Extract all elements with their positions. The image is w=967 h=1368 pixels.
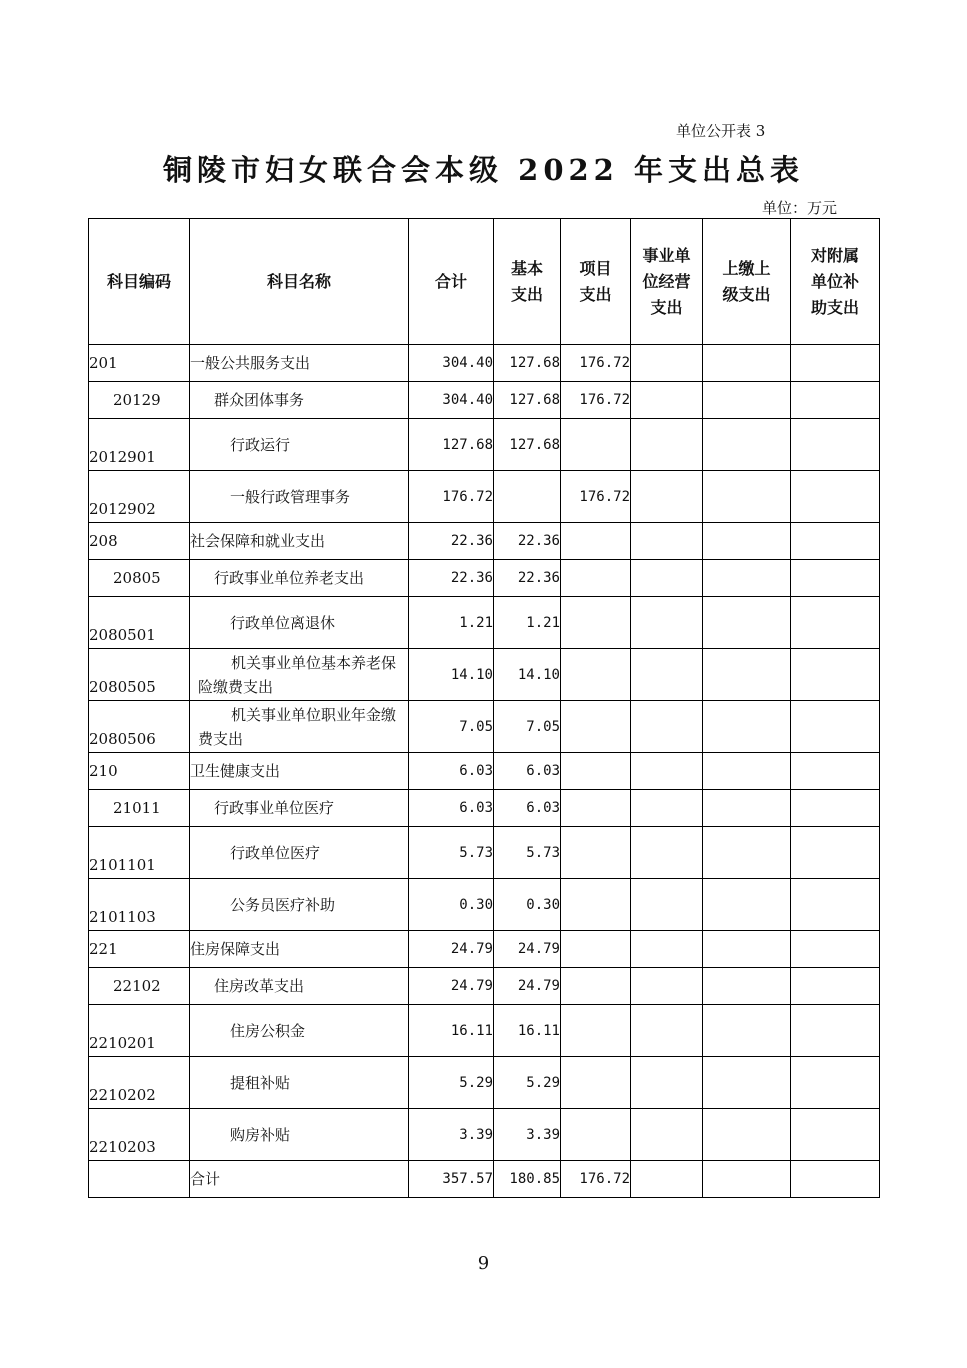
cell-basic: 22.36 xyxy=(494,523,561,560)
cell-upper xyxy=(703,649,791,701)
cell-business xyxy=(631,345,703,382)
table-row xyxy=(89,471,880,523)
col-header-project: 项目 支出 xyxy=(561,219,631,345)
cell-basic: 127.68 xyxy=(494,382,561,419)
cell-upper xyxy=(703,419,791,471)
cell-basic: 3.39 xyxy=(494,1109,561,1161)
cell-basic: 5.73 xyxy=(494,827,561,879)
table-row xyxy=(89,345,880,382)
cell-total: 22.36 xyxy=(409,523,494,560)
cell-code: 2210201 xyxy=(89,1005,190,1057)
cell-business xyxy=(631,1005,703,1057)
cell-name: 合计 xyxy=(190,1161,409,1198)
cell-business xyxy=(631,560,703,597)
cell-business xyxy=(631,382,703,419)
table-row xyxy=(89,790,880,827)
cell-subsidy xyxy=(791,1161,880,1198)
cell-code: 2210203 xyxy=(89,1109,190,1161)
col-header-upper: 上缴上 级支出 xyxy=(703,219,791,345)
table-row xyxy=(89,1109,880,1161)
cell-basic: 5.29 xyxy=(494,1057,561,1109)
cell-total: 22.36 xyxy=(409,560,494,597)
table-row xyxy=(89,701,880,753)
cell-basic: 6.03 xyxy=(494,790,561,827)
cell-subsidy xyxy=(791,827,880,879)
table-row xyxy=(89,1161,880,1198)
cell-project xyxy=(561,879,631,931)
cell-name: 群众团体事务 xyxy=(190,382,409,419)
cell-basic xyxy=(494,471,561,523)
cell-code: 210 xyxy=(89,753,190,790)
cell-name: 卫生健康支出 xyxy=(190,753,409,790)
cell-subsidy xyxy=(791,471,880,523)
cell-project xyxy=(561,649,631,701)
cell-subsidy xyxy=(791,1109,880,1161)
cell-upper xyxy=(703,701,791,753)
cell-project xyxy=(561,1109,631,1161)
table-row xyxy=(89,968,880,1005)
table-row xyxy=(89,753,880,790)
col-header-basic: 基本 支出 xyxy=(494,219,561,345)
cell-name: 行政单位医疗 xyxy=(190,827,409,879)
cell-name: 住房改革支出 xyxy=(190,968,409,1005)
cell-business xyxy=(631,471,703,523)
cell-project xyxy=(561,1057,631,1109)
cell-business xyxy=(631,790,703,827)
cell-name: 住房公积金 xyxy=(190,1005,409,1057)
cell-project xyxy=(561,419,631,471)
cell-basic: 6.03 xyxy=(494,753,561,790)
cell-total: 6.03 xyxy=(409,753,494,790)
cell-subsidy xyxy=(791,1057,880,1109)
cell-name: 行政事业单位养老支出 xyxy=(190,560,409,597)
cell-business xyxy=(631,879,703,931)
cell-subsidy xyxy=(791,968,880,1005)
cell-subsidy xyxy=(791,1005,880,1057)
cell-subsidy xyxy=(791,560,880,597)
cell-business xyxy=(631,968,703,1005)
cell-name: 购房补贴 xyxy=(190,1109,409,1161)
cell-upper xyxy=(703,345,791,382)
cell-code: 22102 xyxy=(89,968,190,1005)
cell-upper xyxy=(703,1161,791,1198)
cell-business xyxy=(631,1109,703,1161)
cell-business xyxy=(631,597,703,649)
cell-total: 6.03 xyxy=(409,790,494,827)
cell-total: 5.29 xyxy=(409,1057,494,1109)
cell-code: 201 xyxy=(89,345,190,382)
cell-total: 0.30 xyxy=(409,879,494,931)
cell-code: 21011 xyxy=(89,790,190,827)
table-row xyxy=(89,649,880,701)
cell-business xyxy=(631,753,703,790)
cell-subsidy xyxy=(791,523,880,560)
cell-total: 357.57 xyxy=(409,1161,494,1198)
col-header-subsidy: 对附属 单位补 助支出 xyxy=(791,219,880,345)
cell-name: 行政运行 xyxy=(190,419,409,471)
expenditure-table xyxy=(88,218,880,1198)
cell-name: 住房保障支出 xyxy=(190,931,409,968)
table-row xyxy=(89,597,880,649)
cell-name: 机关事业单位基本养老保险缴费支出 xyxy=(190,649,409,701)
cell-business xyxy=(631,1161,703,1198)
cell-subsidy xyxy=(791,931,880,968)
cell-name: 一般公共服务支出 xyxy=(190,345,409,382)
cell-project xyxy=(561,790,631,827)
cell-project: 176.72 xyxy=(561,382,631,419)
cell-code: 2210202 xyxy=(89,1057,190,1109)
cell-project xyxy=(561,701,631,753)
cell-upper xyxy=(703,1057,791,1109)
cell-subsidy xyxy=(791,879,880,931)
cell-basic: 14.10 xyxy=(494,649,561,701)
cell-code: 20805 xyxy=(89,560,190,597)
table-row xyxy=(89,879,880,931)
cell-total: 7.05 xyxy=(409,701,494,753)
table-row xyxy=(89,523,880,560)
cell-project xyxy=(561,597,631,649)
table-header-row xyxy=(89,219,880,345)
form-number: 单位公开表 3 xyxy=(676,122,766,140)
cell-basic: 24.79 xyxy=(494,968,561,1005)
cell-project xyxy=(561,523,631,560)
cell-upper xyxy=(703,931,791,968)
cell-project xyxy=(561,827,631,879)
col-header-total: 合计 xyxy=(409,219,494,345)
cell-basic: 24.79 xyxy=(494,931,561,968)
cell-total: 1.21 xyxy=(409,597,494,649)
cell-upper xyxy=(703,827,791,879)
cell-subsidy xyxy=(791,753,880,790)
cell-name: 提租补贴 xyxy=(190,1057,409,1109)
cell-name: 行政事业单位医疗 xyxy=(190,790,409,827)
cell-project: 176.72 xyxy=(561,1161,631,1198)
cell-business xyxy=(631,649,703,701)
cell-upper xyxy=(703,879,791,931)
cell-total: 304.40 xyxy=(409,382,494,419)
cell-subsidy xyxy=(791,649,880,701)
cell-basic: 16.11 xyxy=(494,1005,561,1057)
page-number: 9 xyxy=(477,1253,490,1274)
cell-name: 行政单位离退休 xyxy=(190,597,409,649)
page-title: 铜陵市妇女联合会本级 2022 年支出总表 xyxy=(163,153,804,187)
cell-name: 机关事业单位职业年金缴费支出 xyxy=(190,701,409,753)
cell-code: 2101103 xyxy=(89,879,190,931)
table-row xyxy=(89,419,880,471)
table-row xyxy=(89,931,880,968)
cell-basic: 127.68 xyxy=(494,419,561,471)
cell-total: 24.79 xyxy=(409,931,494,968)
cell-business xyxy=(631,523,703,560)
cell-subsidy xyxy=(791,790,880,827)
cell-basic: 7.05 xyxy=(494,701,561,753)
unit-label: 单位：万元 xyxy=(762,199,838,217)
cell-code: 2101101 xyxy=(89,827,190,879)
cell-subsidy xyxy=(791,701,880,753)
cell-total: 5.73 xyxy=(409,827,494,879)
cell-project: 176.72 xyxy=(561,345,631,382)
cell-total: 127.68 xyxy=(409,419,494,471)
cell-upper xyxy=(703,471,791,523)
cell-upper xyxy=(703,790,791,827)
cell-name: 社会保障和就业支出 xyxy=(190,523,409,560)
cell-code: 2080506 xyxy=(89,701,190,753)
cell-code: 2080505 xyxy=(89,649,190,701)
cell-code: 2012901 xyxy=(89,419,190,471)
cell-upper xyxy=(703,968,791,1005)
col-header-code: 科目编码 xyxy=(89,219,190,345)
cell-business xyxy=(631,1057,703,1109)
cell-code: 208 xyxy=(89,523,190,560)
cell-upper xyxy=(703,597,791,649)
cell-upper xyxy=(703,523,791,560)
cell-name: 公务员医疗补助 xyxy=(190,879,409,931)
cell-basic: 1.21 xyxy=(494,597,561,649)
cell-project xyxy=(561,931,631,968)
table-row xyxy=(89,382,880,419)
cell-business xyxy=(631,701,703,753)
cell-basic: 127.68 xyxy=(494,345,561,382)
table-row xyxy=(89,1005,880,1057)
table-row xyxy=(89,560,880,597)
cell-subsidy xyxy=(791,345,880,382)
cell-code xyxy=(89,1161,190,1198)
cell-code: 2080501 xyxy=(89,597,190,649)
cell-project xyxy=(561,968,631,1005)
cell-upper xyxy=(703,382,791,419)
cell-subsidy xyxy=(791,597,880,649)
cell-total: 304.40 xyxy=(409,345,494,382)
cell-code: 20129 xyxy=(89,382,190,419)
cell-upper xyxy=(703,1109,791,1161)
cell-basic: 22.36 xyxy=(494,560,561,597)
cell-total: 3.39 xyxy=(409,1109,494,1161)
table-row xyxy=(89,827,880,879)
cell-project xyxy=(561,560,631,597)
cell-upper xyxy=(703,560,791,597)
col-header-business: 事业单 位经营 支出 xyxy=(631,219,703,345)
cell-business xyxy=(631,419,703,471)
cell-upper xyxy=(703,753,791,790)
cell-basic: 180.85 xyxy=(494,1161,561,1198)
cell-total: 176.72 xyxy=(409,471,494,523)
cell-business xyxy=(631,931,703,968)
col-header-name: 科目名称 xyxy=(190,219,409,345)
cell-business xyxy=(631,827,703,879)
table-row xyxy=(89,1057,880,1109)
cell-code: 2012902 xyxy=(89,471,190,523)
cell-project: 176.72 xyxy=(561,471,631,523)
cell-upper xyxy=(703,1005,791,1057)
cell-name: 一般行政管理事务 xyxy=(190,471,409,523)
table-body xyxy=(89,345,880,1198)
cell-total: 14.10 xyxy=(409,649,494,701)
cell-project xyxy=(561,1005,631,1057)
cell-total: 24.79 xyxy=(409,968,494,1005)
cell-code: 221 xyxy=(89,931,190,968)
cell-total: 16.11 xyxy=(409,1005,494,1057)
cell-project xyxy=(561,753,631,790)
cell-basic: 0.30 xyxy=(494,879,561,931)
cell-subsidy xyxy=(791,419,880,471)
cell-subsidy xyxy=(791,382,880,419)
